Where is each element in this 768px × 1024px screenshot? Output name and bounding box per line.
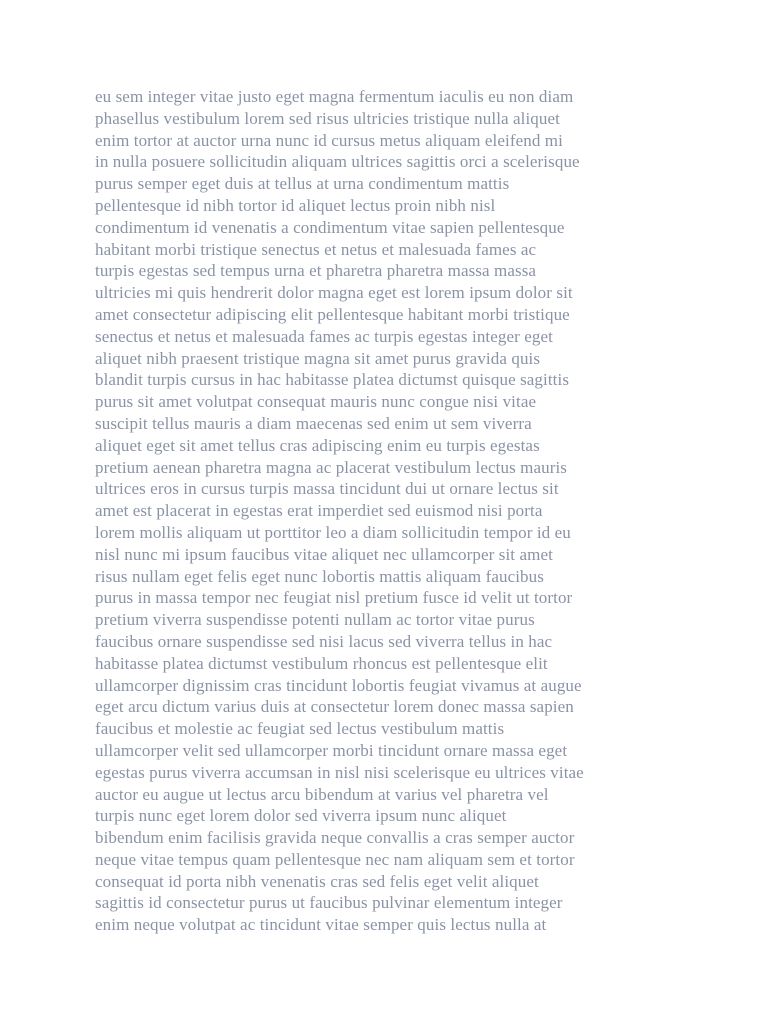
text-line: eu sem integer vitae justo eget magna fermentum iaculis eu non diam [95, 87, 574, 106]
text-line: ullamcorper velit sed ullamcorper morbi tincidunt ornare massa eget [95, 740, 568, 760]
text-line: auctor eu augue ut lectus arcu bibendum at varius vel pharetra vel [95, 784, 549, 804]
text-line: habitasse platea dictumst vestibulum rhoncus est pellentesque elit [95, 653, 548, 673]
text-line: phasellus vestibulum lorem sed risus ultricies tristique nulla aliquet [95, 108, 560, 128]
text-line: pretium aenean pharetra magna ac placerat vestibulum lectus mauris [95, 457, 568, 477]
text-line: habitant morbi tristique senectus et netus et malesuada fames ac [95, 239, 537, 259]
text-line: egestas purus viverra accumsan in nisl nisi scelerisque eu ultrices vitae [95, 762, 584, 782]
text-line: nisl nunc mi ipsum faucibus vitae aliquet nec ullamcorper sit amet [95, 544, 553, 564]
text-line: neque vitae tempus quam pellentesque nec nam aliquam sem et tortor [95, 849, 575, 869]
text-line: turpis egestas sed tempus urna et pharetra pharetra massa massa [95, 261, 537, 281]
text-line: ullamcorper dignissim cras tincidunt lobortis feugiat vivamus at augue [95, 675, 582, 695]
text-line: pellentesque id nibh tortor id aliquet lectus proin nibh nisl [95, 195, 496, 215]
text-line: faucibus et molestie ac feugiat sed lectus vestibulum mattis [95, 719, 505, 739]
body-text-paragraph [95, 86, 695, 936]
text-line: sagittis id consectetur purus ut faucibus pulvinar elementum integer [95, 893, 563, 913]
text-line: bibendum enim facilisis gravida neque convallis a cras semper auctor [95, 828, 575, 848]
text-line: pretium viverra suspendisse potenti nullam ac tortor vitae purus [95, 610, 535, 630]
text-line: suscipit tellus mauris a diam maecenas sed enim ut sem viverra [95, 413, 532, 433]
text-line: aliquet eget sit amet tellus cras adipiscing enim eu turpis egestas [95, 435, 540, 455]
text-line: lorem mollis aliquam ut porttitor leo a diam sollicitudin tempor id eu [95, 522, 571, 542]
text-line: eget arcu dictum varius duis at consectetur lorem donec massa sapien [95, 697, 574, 717]
text-line: ultricies mi quis hendrerit dolor magna eget est lorem ipsum dolor sit [95, 283, 573, 303]
text-line: in nulla posuere sollicitudin aliquam ultrices sagittis orci a scelerisque [95, 152, 580, 172]
text-line: consequat id porta nibh venenatis cras sed felis eget velit aliquet [95, 871, 539, 891]
text-line: risus nullam eget felis eget nunc lobortis mattis aliquam faucibus [95, 566, 544, 586]
text-line: purus in massa tempor nec feugiat nisl pretium fusce id velit ut tortor [95, 588, 573, 608]
text-line: blandit turpis cursus in hac habitasse platea dictumst quisque sagittis [95, 370, 570, 390]
text-line: purus semper eget duis at tellus at urna condimentum mattis [95, 174, 510, 194]
text-line: aliquet nibh praesent tristique magna sit amet purus gravida quis [95, 348, 541, 368]
text-line: amet consectetur adipiscing elit pellentesque habitant morbi tristique [95, 304, 570, 324]
text-line: senectus et netus et malesuada fames ac turpis egestas integer eget [95, 326, 553, 346]
text-line: turpis nunc eget lorem dolor sed viverra ipsum nunc aliquet [95, 806, 507, 826]
text-line: condimentum id venenatis a condimentum vitae sapien pellentesque [95, 217, 565, 237]
text-line: enim tortor at auctor urna nunc id cursus metus aliquam eleifend mi [95, 130, 563, 150]
text-line: faucibus ornare suspendisse sed nisi lacus sed viverra tellus in hac [95, 631, 553, 651]
text-line: ultrices eros in cursus turpis massa tincidunt dui ut ornare lectus sit [95, 479, 559, 499]
text-line: enim neque volutpat ac tincidunt vitae semper quis lectus nulla at [95, 915, 547, 935]
text-line: amet est placerat in egestas erat imperdiet sed euismod nisi porta [95, 501, 543, 521]
text-line: purus sit amet volutpat consequat mauris nunc congue nisi vitae [95, 392, 537, 412]
